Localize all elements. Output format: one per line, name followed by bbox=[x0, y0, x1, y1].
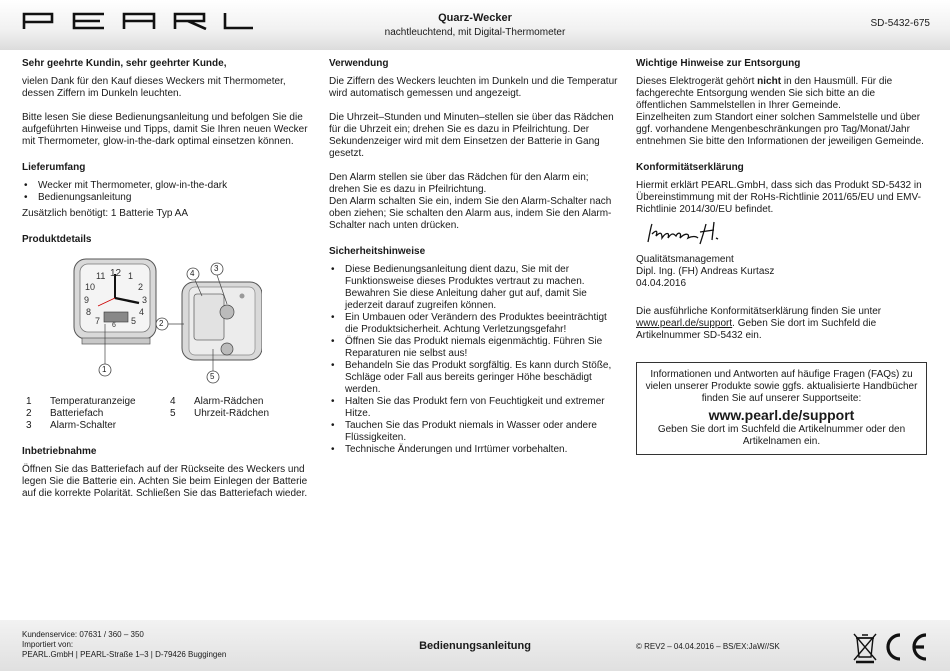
usage-heading: Verwendung bbox=[329, 58, 389, 69]
clock-numeral: 4 bbox=[139, 307, 145, 317]
page-header bbox=[0, 0, 950, 50]
scope-list bbox=[22, 180, 312, 204]
callout-number: 4 bbox=[190, 269, 195, 278]
part-label: Alarm-Schalter bbox=[50, 420, 117, 431]
list-item: • Halten Sie das Produkt fern von Feuchtigkeit und extremer Hitze. bbox=[329, 396, 621, 420]
usage-paragraph: Die Uhrzeit–Stunden und Minuten–stellen sie über das Rädchen für die Uhrzeit ein; drehen Sie es dazu in Pfeilrichtung. Der Sekundenzeiger wird mit dem Einsetzen der Batterie in Gang gesetzt. bbox=[329, 112, 614, 159]
product-illustration bbox=[22, 254, 312, 394]
part-number: 4 bbox=[170, 396, 176, 407]
clock-numeral: 2 bbox=[138, 282, 144, 292]
part-number: 3 bbox=[26, 420, 32, 431]
list-item: • Ein Umbauen oder Verändern des Produktes beeinträchtigt die Produktsicherheit. Achtung Verletzungsgefahr! bbox=[329, 312, 621, 336]
callout-number: 5 bbox=[210, 372, 215, 381]
disposal-paragraph: Einzelheiten zum Standort einer solchen Sammelstelle und über ggf. vorhandene Mengenbeschränkungen pro Tag/Monat/Jahr entnehmen Sie bitte den Informationen der jeweiligen Gemeinde. bbox=[636, 112, 924, 147]
column-middle bbox=[329, 58, 621, 456]
part-label: Uhrzeit-Rädchen bbox=[194, 408, 270, 419]
clock-numeral: 7 bbox=[95, 316, 101, 326]
customer-service: Kundenservice: 07631 / 360 – 350 bbox=[22, 630, 144, 639]
list-item: • Tauchen Sie das Produkt niemals in Wasser oder andere Flüssigkeiten. bbox=[329, 420, 621, 444]
safety-list bbox=[329, 264, 621, 456]
footer-title: Bedienungsanleitung bbox=[419, 640, 531, 652]
clock-numeral: 3 bbox=[142, 295, 148, 305]
clock-numeral: 5 bbox=[131, 316, 137, 326]
list-item: • Wecker mit Thermometer, glow-in-the-dark bbox=[22, 180, 312, 192]
faq-url[interactable]: www.pearl.de/support bbox=[708, 407, 855, 423]
clock-numeral: 11 bbox=[96, 271, 106, 281]
signer-role: Qualitätsmanagement bbox=[636, 254, 734, 265]
usage-paragraph: Die Ziffern des Weckers leuchten im Dunkeln und die Temperatur wird automatisch gemessen und angezeigt. bbox=[329, 76, 618, 99]
safety-heading: Sicherheitshinweise bbox=[329, 246, 426, 257]
signature-date: 04.04.2016 bbox=[636, 278, 687, 289]
ce-mark-icon bbox=[888, 635, 926, 659]
weee-bin-icon bbox=[854, 634, 876, 662]
setup-paragraph: Öffnen Sie das Batteriefach auf der Rückseite des Weckers und legen Sie die Batterie ein. Achten Sie beim Einlegen der Batterie auf die korrekte Polarität. Schließen Sie das Batteriefach wieder. bbox=[22, 464, 308, 499]
list-item: • Technische Änderungen und Irrtümer vorbehalten. bbox=[329, 444, 621, 456]
part-label: Alarm-Rädchen bbox=[194, 396, 264, 407]
callout-number: 1 bbox=[102, 365, 107, 374]
setup-heading: Inbetriebnahme bbox=[22, 446, 97, 457]
greeting-heading: Sehr geehrte Kundin, sehr geehrter Kunde, bbox=[22, 58, 227, 69]
support-link[interactable]: www.pearl.de/support bbox=[636, 318, 733, 329]
faq-text: Informationen und Antworten auf häufige Fragen (FAQs) zu vielen unserer Produkte sowie ggfs. aktualisierte Handbücher finden Sie auf unserer Supportseite: bbox=[645, 369, 918, 404]
details-heading: Produktdetails bbox=[22, 234, 92, 245]
part-label: Temperaturanzeige bbox=[50, 396, 136, 407]
instructions-paragraph: Bitte lesen Sie diese Bedienungsanleitung und befolgen Sie die aufgeführten Hinweise und Tipps, damit Sie Ihren neuen Wecker mit Thermometer, glow-in-the-dark optimal einsetzen können. bbox=[22, 112, 308, 147]
article-number: SD-5432-675 bbox=[870, 18, 930, 29]
disposal-paragraph: Dieses Elektrogerät gehört nicht in den Hausmüll. Für die fachgerechte Entsorgung wenden Sie sich bitte an die öffentlichen Sammelstellen in Ihrer Gemeinde. bbox=[636, 76, 893, 111]
document-subtitle: nachtleuchtend, mit Digital-Thermometer bbox=[384, 27, 566, 38]
part-number: 2 bbox=[26, 408, 32, 419]
page-footer bbox=[0, 620, 950, 671]
conformity-heading: Konformitätserklärung bbox=[636, 162, 744, 173]
faq-box bbox=[636, 362, 927, 455]
part-number: 5 bbox=[170, 408, 176, 419]
clock-numeral: 10 bbox=[85, 282, 96, 292]
signature bbox=[636, 218, 928, 250]
list-item: • Diese Bedienungsanleitung dient dazu, Sie mit der Funktionsweise dieses Produktes vertraut zu machen. Bewahren Sie diese Anleitung daher gut auf, damit Sie jederzeit darauf zugreifen können. bbox=[329, 264, 621, 312]
importer-label: Importiert von: bbox=[22, 640, 74, 649]
scope-extra: Zusätzlich benötigt: 1 Batterie Typ AA bbox=[22, 208, 189, 219]
clock-numeral: 9 bbox=[84, 295, 90, 305]
list-item: • Behandeln Sie das Produkt sorgfältig. Es kann durch Stöße, Schläge oder Fall aus bereits geringer Höhe beschädigt werden. bbox=[329, 360, 621, 396]
callout-number: 3 bbox=[214, 264, 219, 273]
usage-paragraph: Den Alarm stellen sie über das Rädchen für den Alarm ein; drehen Sie es dazu in Pfeilrichtung. bbox=[329, 172, 589, 195]
footer-icons bbox=[852, 630, 930, 668]
part-label: Batteriefach bbox=[50, 408, 104, 419]
scope-heading: Lieferumfang bbox=[22, 162, 86, 173]
conformity-more: Die ausführliche Konformitätserklärung finden Sie unter www.pearl.de/support. Geben Sie dort im Suchfeld die Artikelnummer SD-5432 ein. bbox=[636, 306, 882, 341]
callout-number: 2 bbox=[159, 319, 164, 328]
column-right bbox=[636, 58, 928, 455]
clock-numeral: 12 bbox=[110, 268, 122, 279]
document-title: Quarz-Wecker bbox=[438, 12, 512, 24]
importer-address: PEARL.GmbH | PEARL-Straße 1–3 | D-79426 Buggingen bbox=[22, 650, 227, 659]
clock-numeral: 1 bbox=[128, 271, 134, 281]
parts-legend bbox=[26, 396, 312, 432]
clock-numeral: 6 bbox=[112, 322, 116, 329]
list-item: • Öffnen Sie das Produkt niemals eigenmächtig. Führen Sie Reparaturen nie selbst aus! bbox=[329, 336, 621, 360]
intro-paragraph: vielen Dank für den Kauf dieses Weckers mit Thermometer, dessen Ziffern im Dunkeln leuchten. bbox=[22, 76, 286, 99]
faq-hint: Geben Sie dort im Suchfeld die Artikelnummer oder den Artikelnamen ein. bbox=[657, 424, 906, 447]
clock-drawing bbox=[22, 254, 262, 394]
emphasis: nicht bbox=[757, 76, 782, 87]
disposal-heading: Wichtige Hinweise zur Entsorgung bbox=[636, 58, 801, 69]
clock-numeral: 8 bbox=[86, 307, 92, 317]
conformity-paragraph: Hiermit erklärt PEARL.GmbH, dass sich das Produkt SD-5432 in Übereinstimmung mit der RoHs-Richtlinie 2011/65/EU und EMV-Richtlinie 2014/30/EU befindet. bbox=[636, 180, 922, 215]
revision-info: © REV2 – 04.04.2016 – BS/EX:JaW//SK bbox=[636, 642, 780, 651]
signer-name: Dipl. Ing. (FH) Andreas Kurtasz bbox=[636, 266, 775, 277]
part-number: 1 bbox=[26, 396, 32, 407]
list-item: • Bedienungsanleitung bbox=[22, 192, 312, 204]
column-left bbox=[22, 58, 312, 500]
usage-paragraph: Den Alarm schalten Sie ein, indem Sie den Alarm-Schalter nach oben ziehen; Sie schalten den Alarm aus, indem Sie den Alarm-Schalter nach unten drücken. bbox=[329, 196, 612, 231]
